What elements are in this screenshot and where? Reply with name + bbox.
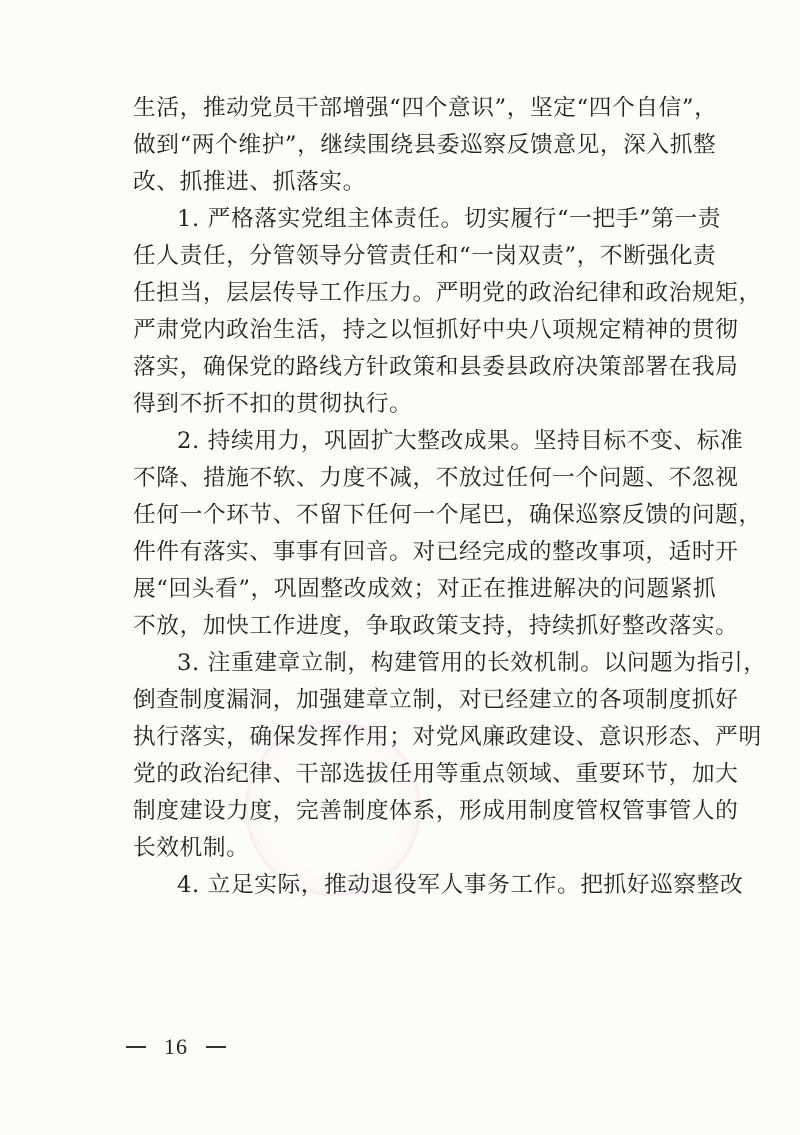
text-line: 制度建设力度，完善制度体系，形成用制度管权管事管人的 [133, 798, 739, 824]
text-line: 任担当，层层传导工作压力。严明党的政治纪律和政治规矩， [133, 280, 762, 306]
text-line: 不降、措施不软、力度不减，不放过任何一个问题、不忽视 [133, 465, 739, 491]
paragraph-intro [133, 90, 718, 201]
text-line: 生活，推动党员干部增强“四个意识”，坚定“四个自信”， [133, 95, 718, 121]
text-line: 任人责任，分管领导分管责任和“一岗双责”，不断强化责 [133, 243, 717, 269]
paragraph-item-2 [133, 423, 762, 645]
text-line: 展“回头看”，巩固整改成效；对正在推进解决的问题紧抓 [133, 576, 717, 602]
text-line: 件件有落实、事事有回音。对已经完成的整改事项，适时开 [133, 539, 739, 565]
page-number-left-dash [126, 1046, 146, 1048]
text-line: 2. 持续用力，巩固扩大整改成果。坚持目标不变、标准 [177, 428, 744, 454]
text-line: 3. 注重建章立制，构建管用的长效机制。以问题为指引， [177, 650, 767, 676]
text-line: 执行落实，确保发挥作用；对党风廉政建设、意识形态、严明 [133, 724, 762, 750]
text-line: 1. 严格落实党组主体责任。切实履行“一把手”第一责 [177, 206, 722, 232]
text-line: 改、抓推进、抓落实。 [133, 169, 366, 195]
page-number [126, 1036, 226, 1058]
document-body [133, 90, 767, 904]
page-number-value: 16 [164, 1034, 188, 1059]
paragraph-item-4 [133, 867, 744, 904]
text-line: 得到不折不扣的贯彻执行。 [133, 391, 413, 417]
text-line: 落实，确保党的路线方针政策和县委县政府决策部署在我局 [133, 354, 739, 380]
text-line: 做到“两个维护”，继续围绕县委巡察反馈意见，深入抓整 [133, 132, 717, 158]
text-line: 党的政治纪律、干部选拔任用等重点领域、重要环节，加大 [133, 761, 739, 787]
text-line: 4. 立足实际，推动退役军人事务工作。把抓好巡察整改 [177, 872, 744, 898]
text-line: 任何一个环节、不留下任何一个尾巴，确保巡察反馈的问题， [133, 502, 762, 528]
paragraph-item-3 [133, 645, 767, 867]
text-line: 严肃党内政治生活，持之以恒抓好中央八项规定精神的贯彻 [133, 317, 739, 343]
page-number-right-dash [206, 1046, 226, 1048]
text-line: 不放，加快工作进度，争取政策支持，持续抓好整改落实。 [133, 613, 739, 639]
paragraph-item-1 [133, 201, 762, 423]
text-line: 倒查制度漏洞，加强建章立制，对已经建立的各项制度抓好 [133, 687, 739, 713]
text-line: 长效机制。 [133, 835, 250, 861]
